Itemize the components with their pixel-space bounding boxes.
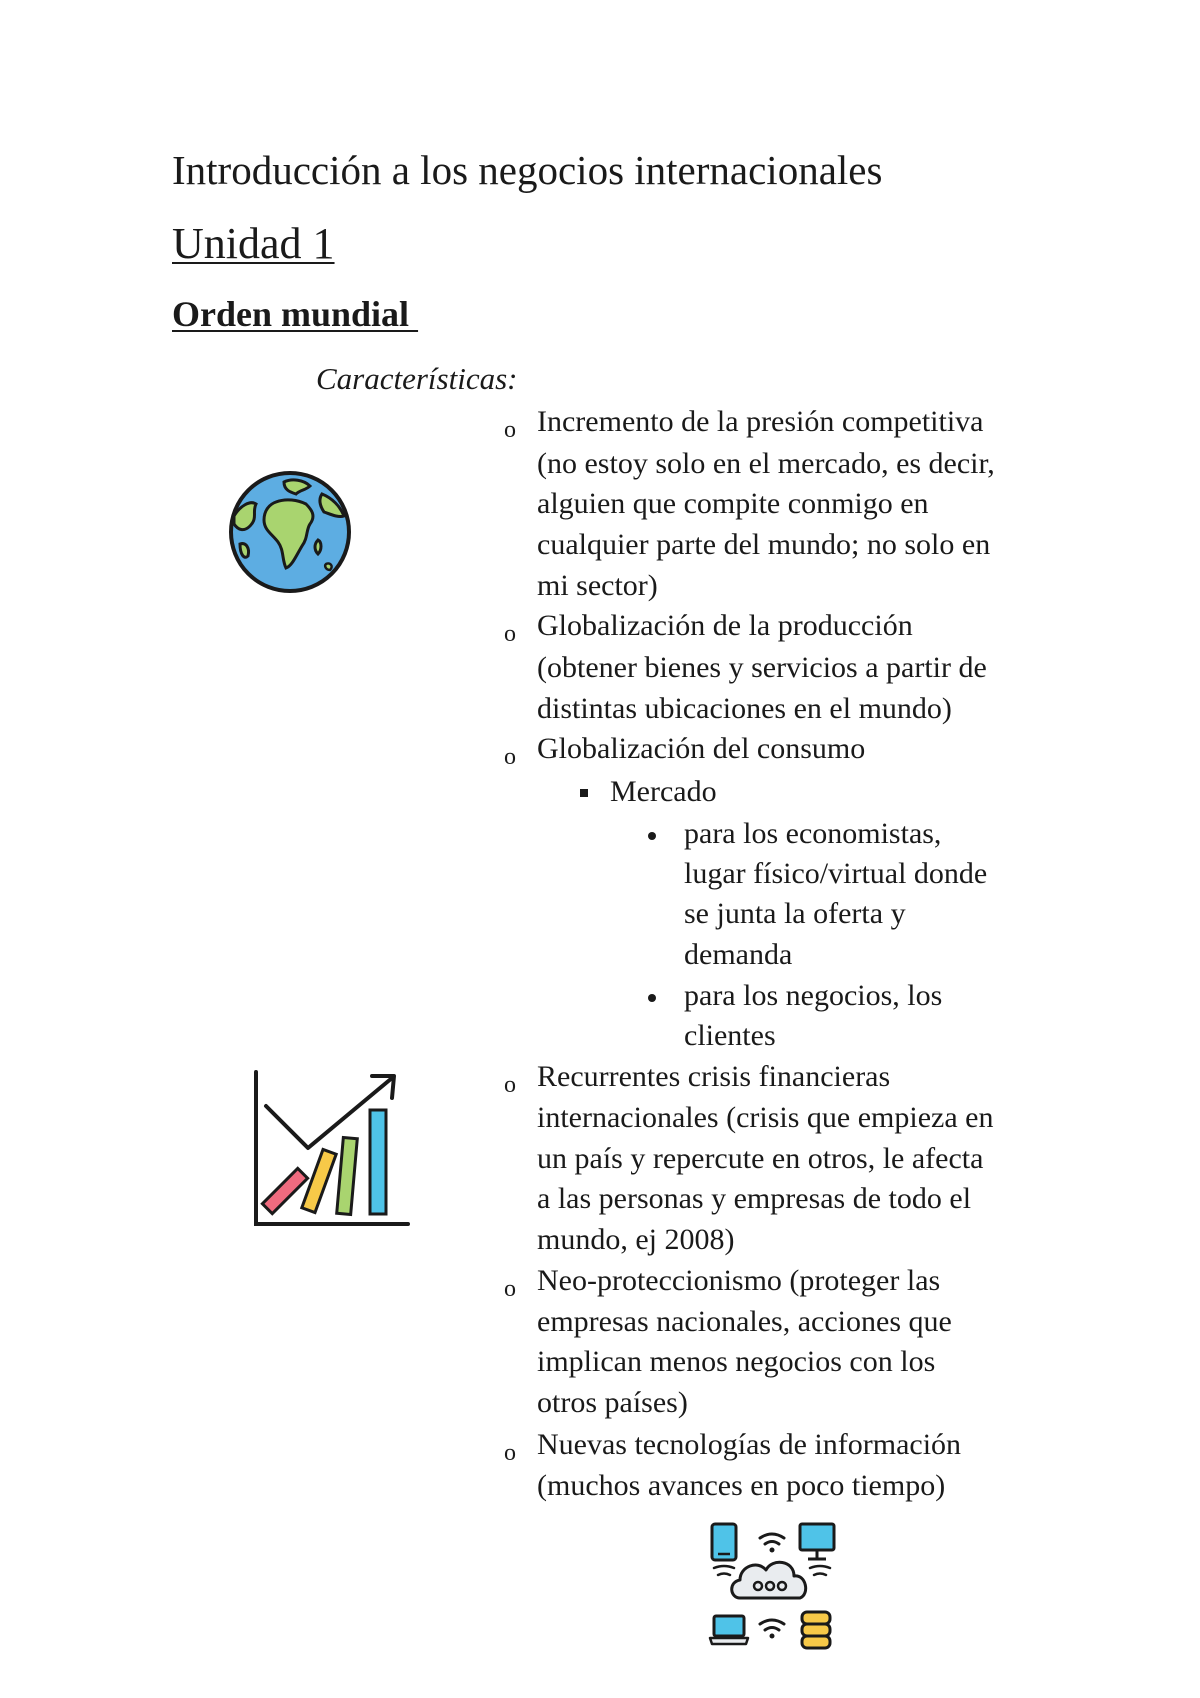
list-item-line: empresas nacionales, acciones que: [537, 1305, 952, 1338]
dot-bullet-marker: [648, 994, 656, 1002]
bullet-marker: o: [504, 417, 516, 443]
bullet-marker: o: [504, 621, 516, 647]
list-item-line: a las personas y empresas de todo el: [537, 1182, 972, 1215]
list-item-line: mi sector): [537, 569, 658, 602]
bullet-marker: o: [504, 1072, 516, 1098]
sub-point-line: lugar físico/virtual donde: [684, 857, 988, 890]
list-item-line: internacionales (crisis que empieza en: [537, 1101, 994, 1134]
dot-bullet-marker: [648, 832, 656, 840]
list-item-line: implican menos negocios con los: [537, 1345, 936, 1378]
list-item-line: Neo-proteccionismo (proteger las: [537, 1264, 941, 1297]
sub-point-line: para los negocios, los: [684, 979, 943, 1012]
list-item-line: (obtener bienes y servicios a partir de: [537, 651, 987, 684]
list-item-line: (muchos avances en poco tiempo): [537, 1469, 946, 1502]
list-item-line: mundo, ej 2008): [537, 1223, 735, 1256]
list-item-line: (no estoy solo en el mercado, es decir,: [537, 447, 995, 480]
sub-point-line: para los economistas,: [684, 817, 942, 850]
list-item-line: un país y repercute en otros, le afecta: [537, 1142, 984, 1175]
growth-chart-icon: [252, 1068, 412, 1228]
globe-icon: [226, 468, 354, 596]
list-item-line: Recurrentes crisis financieras: [537, 1060, 891, 1093]
subheading: Características:: [316, 361, 518, 396]
bullet-marker: o: [504, 744, 516, 770]
sub-point-line: se junta la oferta y: [684, 897, 906, 930]
unit-heading: Unidad 1: [172, 219, 335, 268]
list-item-line: Incremento de la presión competitiva: [537, 405, 984, 438]
sub-point-line: demanda: [684, 938, 793, 971]
bullet-marker: o: [504, 1440, 516, 1466]
list-item-line: Nuevas tecnologías de información: [537, 1428, 962, 1461]
list-item-line: Globalización de la producción: [537, 609, 913, 642]
document-title: Introducción a los negocios internacionales: [172, 147, 883, 193]
bullet-marker: o: [504, 1276, 516, 1302]
cloud-network-icon: [706, 1520, 838, 1652]
list-item-line: otros países): [537, 1386, 688, 1419]
sub-point-line: clientes: [684, 1019, 776, 1052]
square-bullet-marker: [580, 789, 588, 797]
list-item-line: Globalización del consumo: [537, 732, 866, 765]
list-item-line: distintas ubicaciones en el mundo): [537, 692, 952, 725]
list-item-line: alguien que compite conmigo en: [537, 487, 929, 520]
list-item-line: cualquier parte del mundo; no solo en: [537, 528, 991, 561]
sub-item-label: Mercado: [610, 775, 717, 808]
section-heading: Orden mundial: [172, 294, 419, 334]
